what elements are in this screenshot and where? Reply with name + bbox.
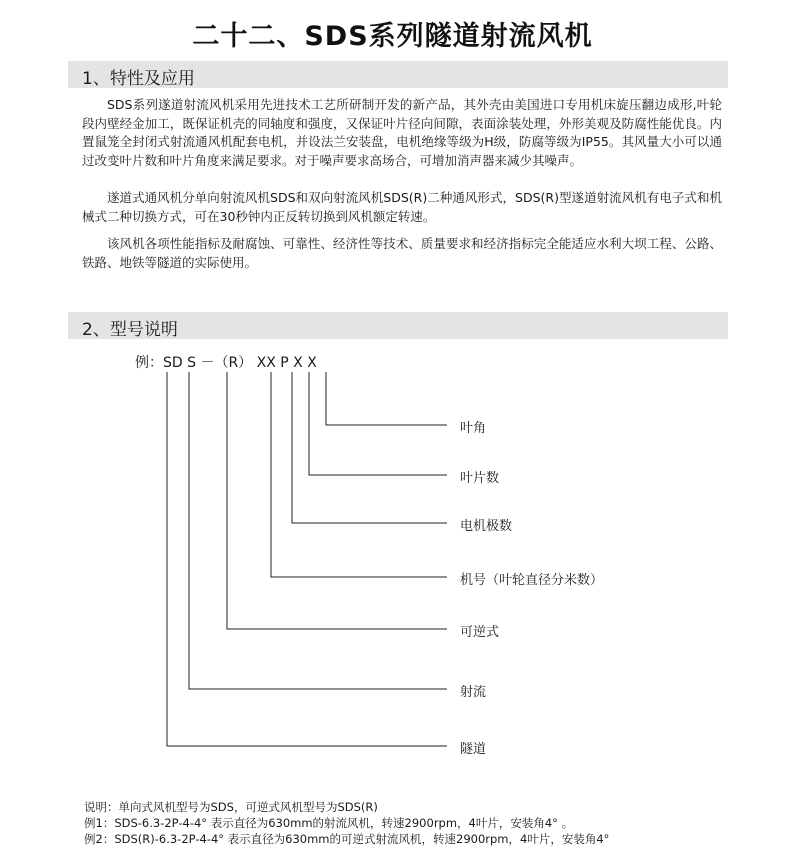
paragraph-types: 遂道式通风机分单向射流风机SDS和双向射流风机SDS(R)二种通风形式，SDS(R)型遂道射流风机有电子式和机械式二种切换方式，可在30秒钟内正反转切换到风机额定转速。 bbox=[82, 190, 722, 224]
paragraph-intro: SDS系列遂道射流风机采用先进技术工艺所研制开发的新产品，其外壳由美国进口专用机床旋压翻边成形,叶轮段内壁经金加工，既保证机壳的同轴度和强度，又保证叶片径向间隙，表面涂装处理，外形美观及防腐性能优良。内置鼠笼全封闭式射流通风机配套电机，并设法兰安装盘，电机绝缘等级为H级，防腐等级为IP55。其风量大小可以通过改变叶片数和叶片角度来满足要求。对于噪声要求高场合，可增加消声器来减少其噪声。 bbox=[82, 97, 722, 168]
section-heading: 2、型号说明 bbox=[82, 320, 178, 340]
paragraph-usage: 该风机各项性能指标及耐腐蚀、可靠性、经济性等技术、质量要求和经济指标完全能适应水利大坝工程、公路、铁路、地铁等隧道的实际使用。 bbox=[82, 236, 722, 270]
leader-line-motor-poles bbox=[292, 372, 447, 523]
note-line: 例2：SDS(R)-6.3-2P-4-4° 表示直径为630mm的可逆式射流风机，转速2900rpm，4叶片，安装角4° bbox=[84, 832, 610, 846]
label-blade-angle: 叶角 bbox=[460, 421, 487, 436]
label-tunnel: 隧道 bbox=[460, 742, 487, 757]
note-line: 例1：SDS-6.3-2P-4-4° 表示直径为630mm的射流风机，转速2900rpm，4叶片，安装角4° 。 bbox=[84, 816, 574, 830]
leader-line-blade-count bbox=[309, 372, 447, 475]
section-heading: 1、特性及应用 bbox=[82, 69, 195, 89]
model-example: 例：SD S －（R） XX P X X bbox=[135, 355, 317, 371]
label-motor-poles: 电机极数 bbox=[460, 519, 513, 534]
label-jet: 射流 bbox=[460, 685, 487, 700]
label-machine-number: 机号（叶轮直径分米数） bbox=[460, 573, 604, 588]
note-line: 说明：单向式风机型号为SDS，可逆式风机型号为SDS(R) bbox=[84, 800, 378, 814]
leader-line-jet bbox=[189, 372, 447, 689]
notes bbox=[84, 799, 609, 847]
leader-line-blade-angle bbox=[326, 372, 447, 425]
leader-line-reversible bbox=[227, 372, 447, 629]
page-title: 二十二、SDS系列隧道射流风机 bbox=[192, 21, 593, 52]
label-blade-count: 叶片数 bbox=[460, 471, 500, 486]
label-reversible: 可逆式 bbox=[460, 625, 500, 640]
leader-line-tunnel bbox=[167, 372, 447, 746]
